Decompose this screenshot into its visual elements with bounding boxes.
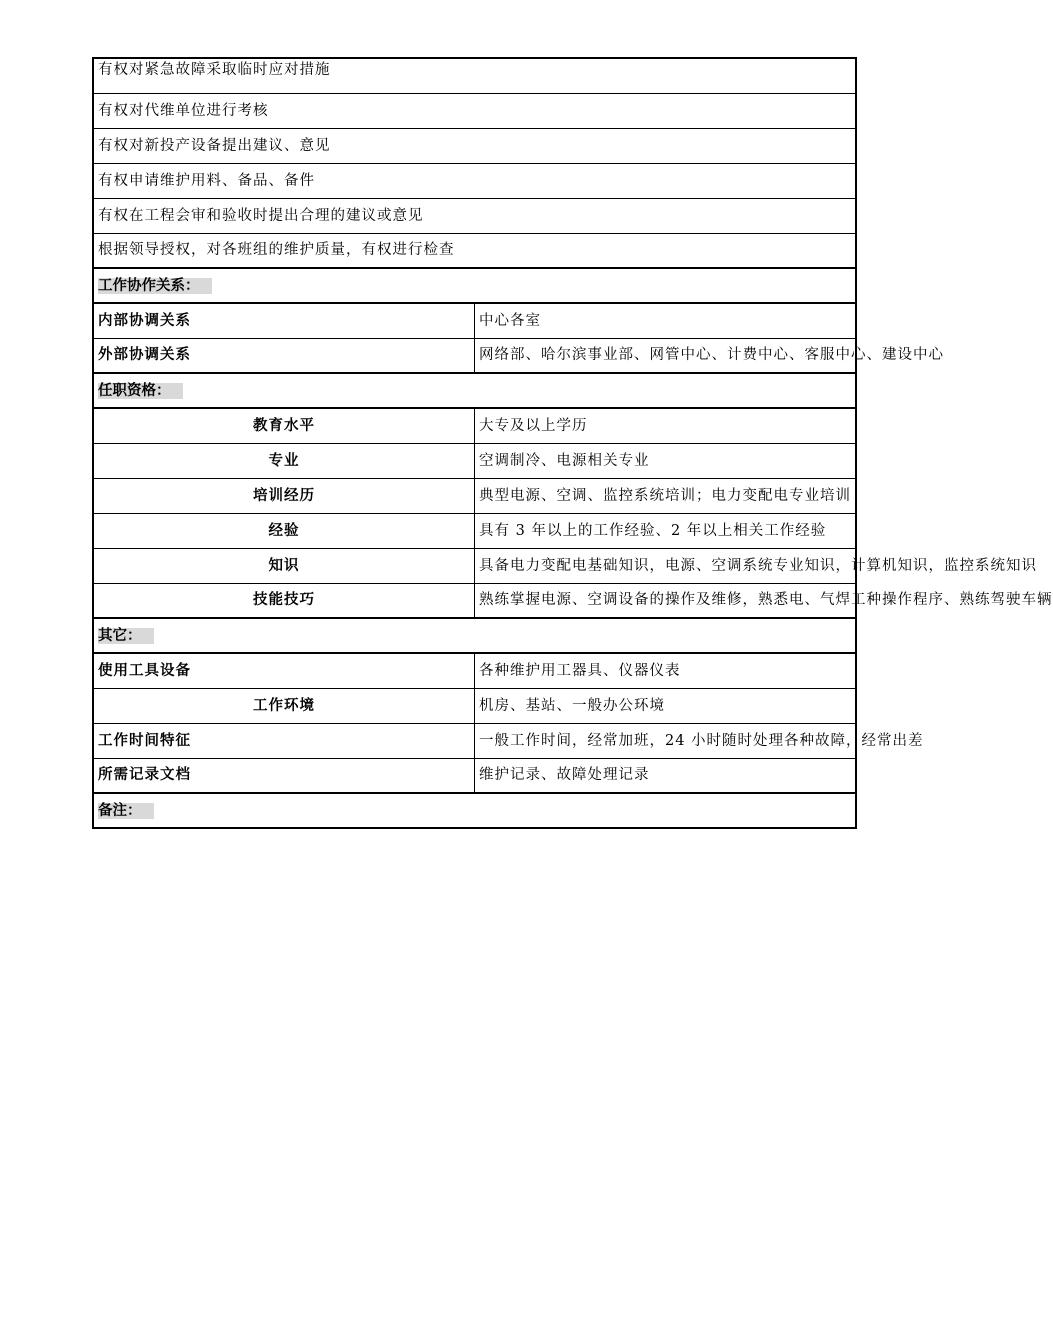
authority-item: 根据领导授权，对各班组的维护质量，有权进行检查 xyxy=(93,233,856,268)
authority-row xyxy=(93,233,856,268)
field-value: 熟练掌握电源、空调设备的操作及维修，熟悉电、气焊工种操作程序、熟练驾驶车辆 xyxy=(475,583,857,618)
field-label: 使用工具设备 xyxy=(93,653,475,688)
field-value: 机房、基站、一般办公环境 xyxy=(475,688,857,723)
field-label: 技能技巧 xyxy=(93,583,475,618)
field-value: 一般工作时间，经常加班，24 小时随时处理各种故障，经常出差 xyxy=(475,723,857,758)
authority-item: 有权对代维单位进行考核 xyxy=(93,93,856,128)
work-time-row xyxy=(93,723,856,758)
section-qualifications xyxy=(93,373,856,408)
authority-row xyxy=(93,128,856,163)
section-heading-cooperation: 工作协作关系： xyxy=(98,278,212,294)
field-value: 维护记录、故障处理记录 xyxy=(475,758,857,793)
authority-row xyxy=(93,198,856,233)
training-row xyxy=(93,478,856,513)
skills-row xyxy=(93,583,856,618)
internal-coordination-row xyxy=(93,303,856,338)
authority-row xyxy=(93,93,856,128)
authority-row xyxy=(93,163,856,198)
field-label: 工作时间特征 xyxy=(93,723,475,758)
field-value: 网络部、哈尔滨事业部、网管中心、计费中心、客服中心、建设中心 xyxy=(475,338,857,373)
field-label: 专业 xyxy=(93,443,475,478)
authority-item: 有权对紧急故障采取临时应对措施 xyxy=(93,58,856,93)
field-value: 各种维护用工器具、仪器仪表 xyxy=(475,653,857,688)
field-value: 中心各室 xyxy=(475,303,857,338)
field-label: 经验 xyxy=(93,513,475,548)
external-coordination-row xyxy=(93,338,856,373)
job-description-table xyxy=(92,57,1053,829)
education-row xyxy=(93,408,856,443)
section-remarks xyxy=(93,793,856,828)
section-heading-qualifications: 任职资格： xyxy=(98,383,183,399)
field-label: 知识 xyxy=(93,548,475,583)
authority-item: 有权在工程会审和验收时提出合理的建议或意见 xyxy=(93,198,856,233)
section-other xyxy=(93,618,856,653)
job-description-page xyxy=(92,57,1053,829)
authority-row xyxy=(93,58,856,93)
field-value: 具备电力变配电基础知识，电源、空调系统专业知识，计算机知识，监控系统知识 xyxy=(475,548,857,583)
field-label: 外部协调关系 xyxy=(93,338,475,373)
authority-item: 有权申请维护用料、备品、备件 xyxy=(93,163,856,198)
field-label: 内部协调关系 xyxy=(93,303,475,338)
field-value: 大专及以上学历 xyxy=(475,408,857,443)
section-heading-remarks: 备注： xyxy=(98,803,154,819)
authority-item: 有权对新投产设备提出建议、意见 xyxy=(93,128,856,163)
experience-row xyxy=(93,513,856,548)
field-label: 工作环境 xyxy=(93,688,475,723)
records-row xyxy=(93,758,856,793)
field-value: 具有 3 年以上的工作经验、2 年以上相关工作经验 xyxy=(475,513,857,548)
field-label: 所需记录文档 xyxy=(93,758,475,793)
section-heading-other: 其它： xyxy=(98,628,154,644)
knowledge-row xyxy=(93,548,856,583)
section-cooperation xyxy=(93,268,856,303)
field-value: 典型电源、空调、监控系统培训；电力变配电专业培训 xyxy=(475,478,857,513)
field-label: 培训经历 xyxy=(93,478,475,513)
environment-row xyxy=(93,688,856,723)
tools-row xyxy=(93,653,856,688)
field-label: 教育水平 xyxy=(93,408,475,443)
field-value: 空调制冷、电源相关专业 xyxy=(475,443,857,478)
major-row xyxy=(93,443,856,478)
